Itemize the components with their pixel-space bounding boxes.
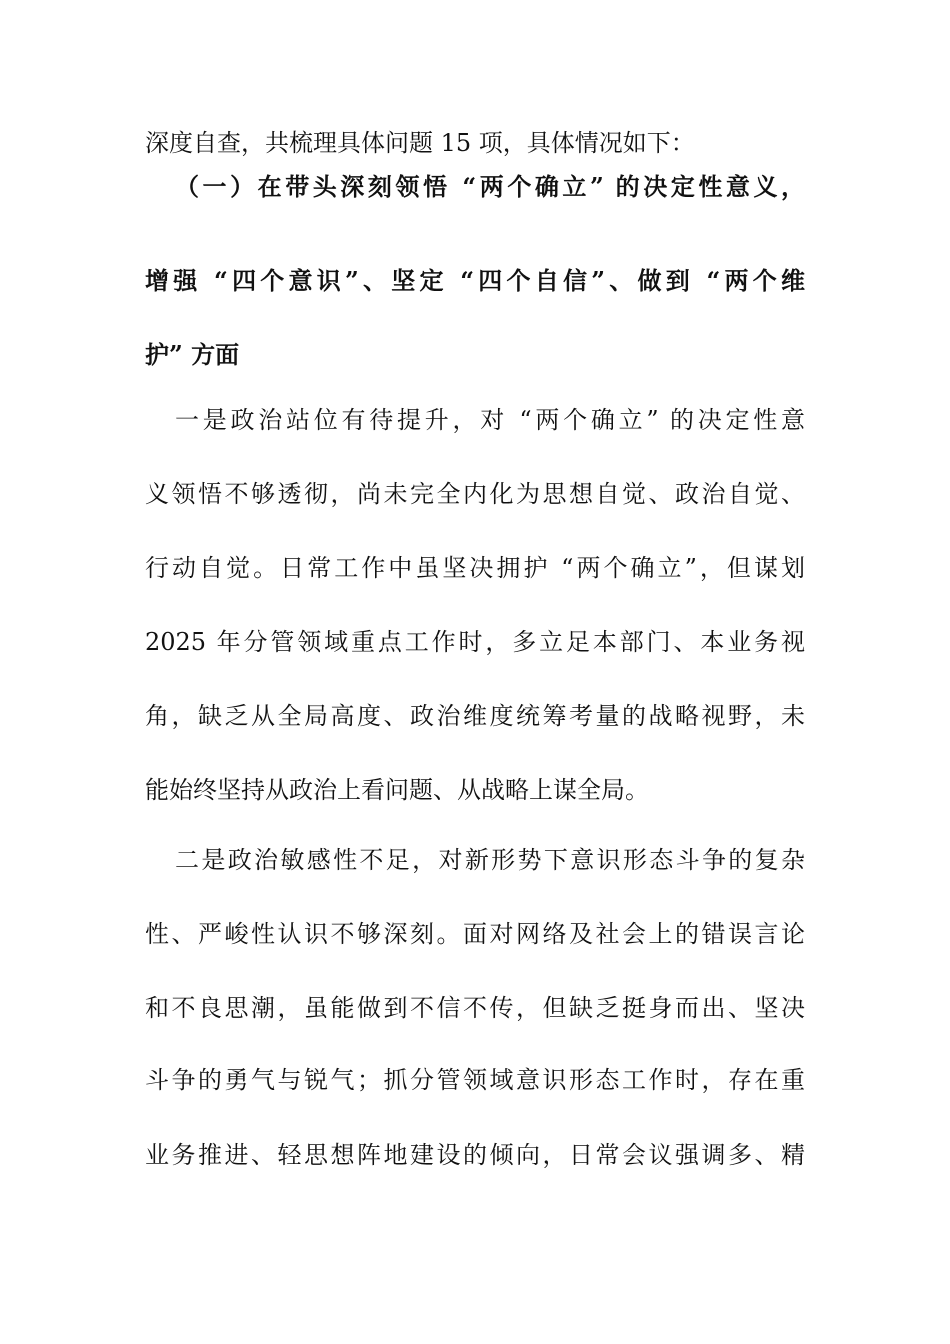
paragraph-line: 角，缺乏从全局高度、政治维度统筹考量的战略视野，未: [145, 702, 805, 730]
paragraph-line: 斗争的勇气与锐气；抓分管领域意识形态工作时，存在重: [145, 1066, 805, 1094]
paragraph-line: 能始终坚持从政治上看问题、从战略上谋全局。: [145, 776, 649, 804]
paragraph-line: 一是政治站位有待提升，对 “两个确立” 的决定性意: [175, 406, 805, 434]
paragraph-line: 2025 年分管领域重点工作时，多立足本部门、本业务视: [145, 628, 805, 656]
paragraph-line: 二是政治敏感性不足，对新形势下意识形态斗争的复杂: [175, 846, 805, 874]
section-heading-line: 增强 “四个意识”、坚定 “四个自信”、做到 “两个维: [145, 266, 805, 295]
paragraph-line: 行动自觉。日常工作中虽坚决拥护 “两个确立”，但谋划: [145, 554, 805, 582]
paragraph-line: 和不良思潮，虽能做到不信不传，但缺乏挺身而出、坚决: [145, 994, 805, 1022]
intro-line: 深度自查，共梳理具体问题 15 项，具体情况如下：: [145, 129, 695, 157]
paragraph-line: 业务推进、轻思想阵地建设的倾向，日常会议强调多、精: [145, 1141, 805, 1169]
section-heading-line: （一）在带头深刻领悟 “两个确立” 的决定性意义，: [175, 172, 805, 201]
section-heading-line: 护” 方面: [145, 340, 240, 369]
paragraph-line: 义领悟不够透彻，尚未完全内化为思想自觉、政治自觉、: [145, 480, 805, 508]
paragraph-line: 性、严峻性认识不够深刻。面对网络及社会上的错误言论: [145, 920, 805, 948]
